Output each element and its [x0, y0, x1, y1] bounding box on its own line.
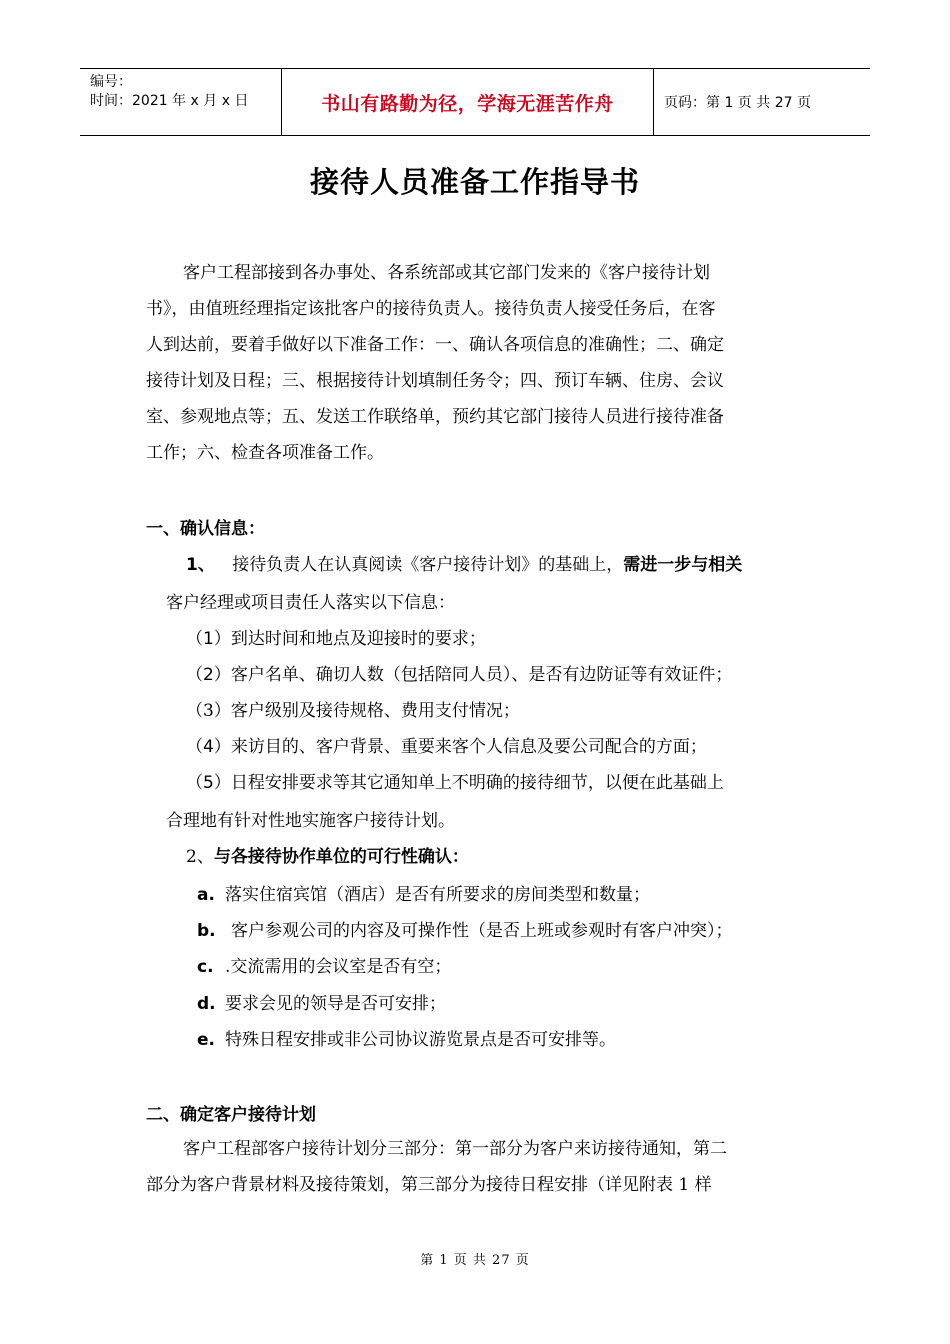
letter-item-d — [197, 993, 446, 1015]
header-table — [80, 68, 870, 136]
document-title: 接待人员准备工作指导书 — [309, 165, 640, 199]
sub-item-5-line2: 合理地有针对性地实施客户接待计划。 — [166, 811, 455, 831]
letter-item-d-label: d. — [197, 994, 216, 1014]
letter-item-e-label: e. — [197, 1030, 215, 1050]
letter-item-a-text: 落实住宿宾馆（酒店）是否有所要求的房间类型和数量； — [225, 885, 650, 905]
section1-heading: 一、确认信息： — [146, 519, 265, 539]
sub-item-2: （2）客户名单、确切人数（包括陪同人员）、是否有边防证等有效证件； — [186, 665, 733, 685]
item1-text-a: 接待负责人在认真阅读《客户接待计划》的基础上， — [232, 555, 624, 575]
letter-item-b-label: b. — [197, 921, 216, 941]
letter-item-b-text: 客户参观公司的内容及可操作性（是否上班或参观时有客户冲突）； — [231, 921, 733, 941]
section2-line-1: 客户工程部客户接待计划分三部分：第一部分为客户来访接待通知，第二 — [183, 1139, 727, 1159]
sub-item-5-a: （5）日程安排要求等其它通知单上不明确的接待细节， — [186, 773, 605, 793]
letter-item-d-text: 要求会见的领导是否可安排； — [225, 994, 446, 1014]
item1-line2: 客户经理或项目责任人落实以下信息： — [166, 593, 455, 613]
section2-heading: 二、确定客户接待计划 — [146, 1105, 316, 1125]
item2-text: 与各接待协作单位的可行性确认： — [213, 847, 469, 867]
letter-item-c-text: .交流需用的会议室是否有空； — [225, 957, 452, 977]
document-date: 时间：2021 年 x 月 x 日 — [90, 93, 249, 109]
item1-text-b: 需进一步与相关 — [623, 555, 743, 575]
letter-item-e — [197, 1029, 616, 1051]
letter-item-a-label: a. — [197, 885, 215, 905]
sub-item-3: （3）客户级别及接待规格、费用支付情况； — [186, 701, 520, 721]
letter-item-c-label: c. — [197, 957, 214, 977]
intro-line-4: 接待计划及日程；三、根据接待计划填制任务令；四、预订车辆、住房、会议 — [146, 371, 724, 391]
intro-line-2: 书》，由值班经理指定该批客户的接待负责人。接待负责人接受任务后，在客 — [146, 299, 716, 319]
intro-line-3: 人到达前，要着手做好以下准备工作：一、确认各项信息的准确性；二、确定 — [146, 335, 724, 355]
intro-line-6: 工作；六、检查各项准备工作。 — [146, 443, 384, 463]
letter-item-a — [197, 884, 650, 906]
section1-item1 — [186, 554, 742, 576]
header-motto: 书山有路勤为径，学海无涯苦作舟 — [281, 69, 654, 135]
sub-item-4: （4）来访目的、客户背景、重要来客个人信息及要公司配合的方面； — [186, 737, 707, 757]
section1-item2 — [186, 846, 469, 868]
section2-line-2: 部分为客户背景材料及接待策划，第三部分为接待日程安排（详见附表 1 样 — [146, 1175, 712, 1195]
letter-item-c — [197, 956, 451, 978]
item1-number: 1、 — [186, 555, 215, 575]
page-footer: 第 1 页 共 27 页 — [420, 1253, 530, 1268]
sub-item-5 — [186, 772, 724, 794]
letter-item-b — [197, 920, 733, 942]
header-meta-cell — [80, 69, 281, 135]
intro-line-5: 室、参观地点等；五、发送工作联络单，预约其它部门接待人员进行接待准备 — [146, 407, 724, 427]
intro-line-1: 客户工程部接到各办事处、各系统部或其它部门发来的《客户接待计划 — [183, 263, 710, 283]
sub-item-5-b: 以便在此基础上 — [604, 773, 724, 793]
document-number-label: 编号： — [90, 74, 132, 90]
header-page-info: 页码：第 1 页 共 27 页 — [664, 95, 811, 111]
sub-item-1: （1）到达时间和地点及迎接时的要求； — [186, 629, 486, 649]
letter-item-e-text: 特殊日程安排或非公司协议游览景点是否可安排等。 — [225, 1030, 616, 1050]
item2-number: 2、 — [186, 847, 214, 867]
